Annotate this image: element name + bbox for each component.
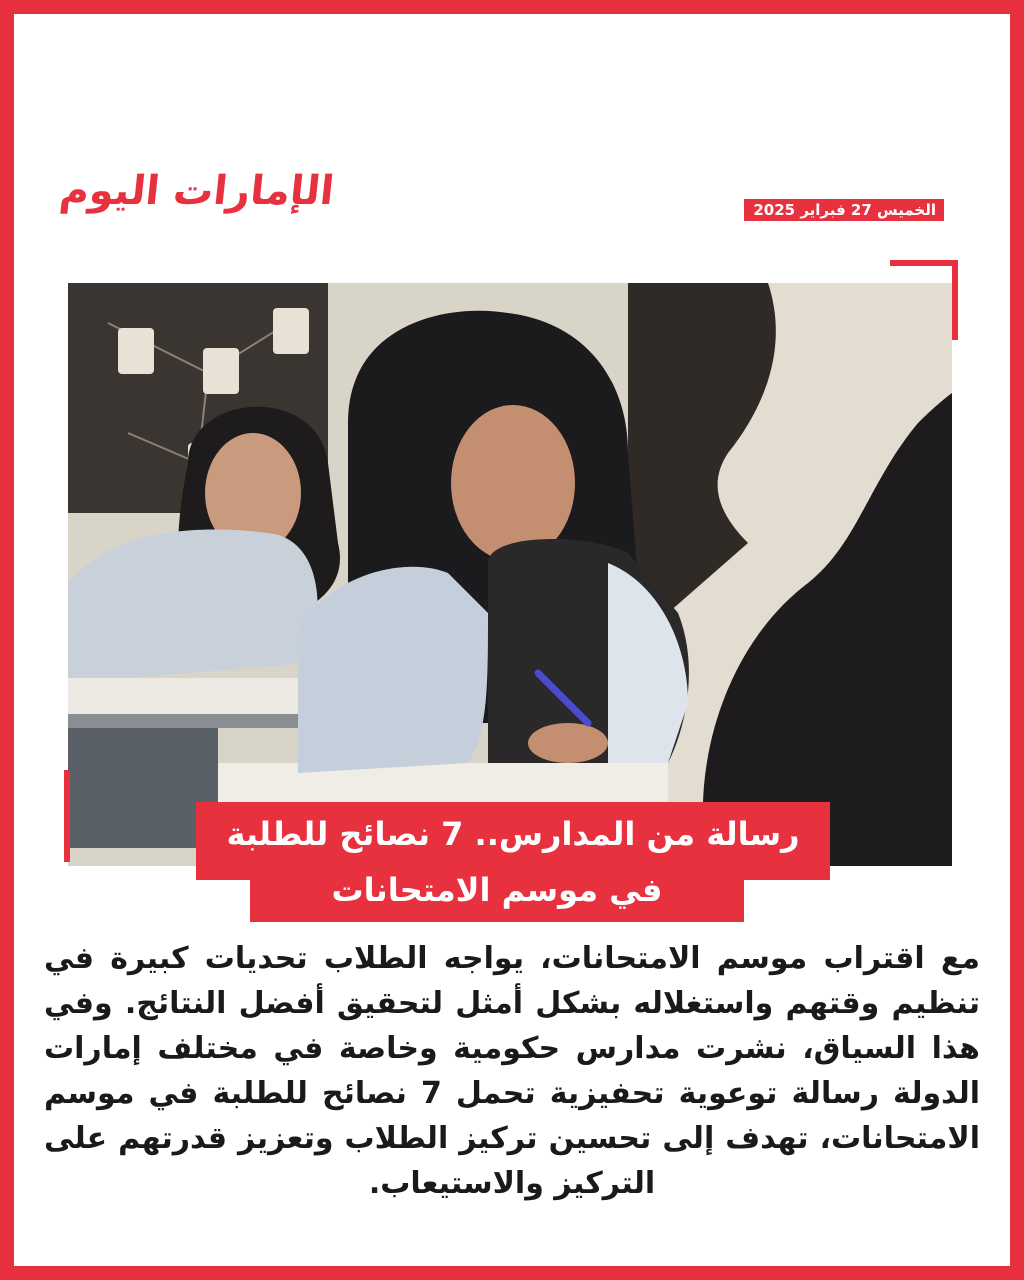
students-exam-photo [68, 283, 952, 866]
article-body: مع اقتراب موسم الامتحانات، يواجه الطلاب تحديات كبيرة في تنظيم وقتهم واستغلاله بشكل أمثل لتحقيق أفضل النتائج. وفي هذا السياق، نشرت مدارس حكومية وخاصة في مختلف إمارات الدولة رسالة توعوية تحفيزية تحمل 7 نصائح للطلبة في موسم الامتحانات، تهدف إلى تحسين تركيز الطلاب وتعزيز قدرتهم على التركيز والاستيعاب. [44, 941, 981, 1201]
headline-line-2: في موسم الامتحانات [250, 858, 744, 922]
headline-line-1: رسالة من المدارس.. 7 نصائح للطلبة [196, 802, 830, 880]
emarat-alyoum-logo: الإمارات اليوم [57, 168, 337, 214]
publication-date: الخميس 27 فبراير 2025 [744, 199, 944, 221]
corner-bracket-bottom-left [64, 770, 70, 862]
